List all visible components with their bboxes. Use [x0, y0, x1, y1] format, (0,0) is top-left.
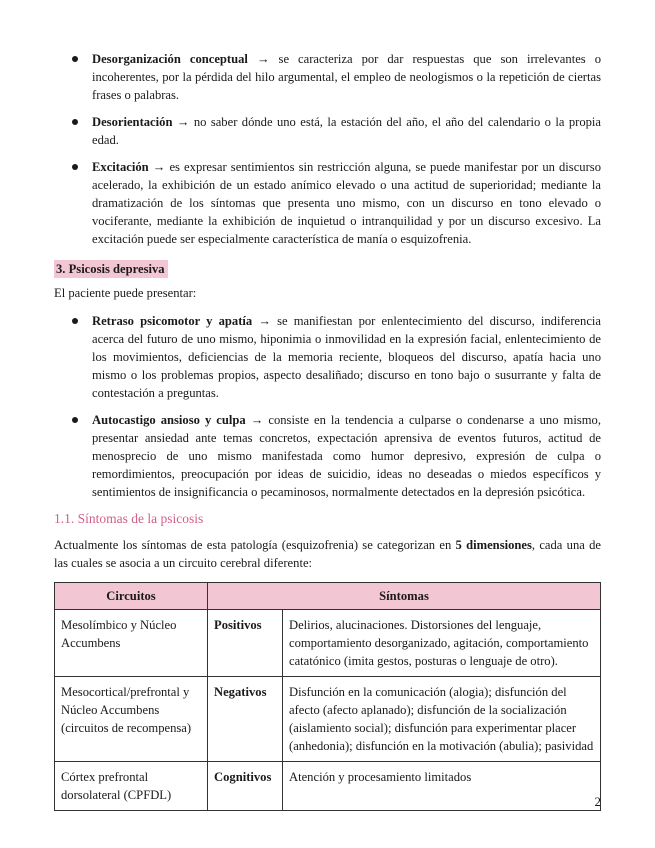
bullet-dot [72, 164, 78, 170]
bullet-text: → se caracteriza por dar respuestas que son irrelevantes o incoherentes, por la pérdida del hilo argumental, el empleo de neologismos o la repetición de ciertas frases o palabras. [92, 52, 601, 102]
subsection-intro [54, 536, 601, 572]
list-item [54, 312, 601, 402]
table-row [55, 762, 601, 811]
table-header-row [55, 583, 601, 610]
cell-circuit: Córtex prefrontal dorsolateral (CPFDL) [55, 762, 208, 811]
cell-circuit: Mesolímbico y Núcleo Accumbens [55, 610, 208, 677]
cell-dimension: Positivos [208, 610, 283, 677]
section-intro: El paciente puede presentar: [54, 286, 197, 300]
bullet-text: → es expresar sentimientos sin restricción alguna, se puede manifestar por un discurso acelerado, la exhibición de un estado anímico elevado o una actitud de superioridad; mediante la dramatización de los síntomas que presenta uno mismo, con un discurso en tono elevado o vociferante, mediante la exhibición de inquietud o intranquilidad y por un discurso excesivo. La excitación puede ser especialmente característica de manía o esquizofrenia. [92, 160, 601, 246]
bullet-term: Retraso psicomotor y apatía [92, 314, 253, 328]
cell-symptoms: Disfunción en la comunicación (alogia); disfunción del afecto (afecto aplanado); disfunción de la socialización (aislamiento social); disfunción para experimentar placer (anhedonia); disfunción en la motivación (abulia); pasividad [283, 677, 601, 762]
table-row [55, 610, 601, 677]
list-item [54, 411, 601, 501]
list-item [54, 50, 601, 104]
bullet-dot [72, 417, 78, 423]
header-sintomas: Síntomas [208, 583, 601, 610]
symptoms-table [54, 582, 601, 811]
section-heading-psicosis-depresiva: 3. Psicosis depresiva [54, 260, 168, 278]
bullet-dot [72, 318, 78, 324]
bullet-term: Autocastigo ansioso y culpa [92, 413, 246, 427]
list-item [54, 113, 601, 149]
intro-text-after: , cada una de las cuales se asocia a un circuito cerebral diferente: [54, 538, 601, 570]
cell-symptoms: Delirios, alucinaciones. Distorsiones del lenguaje, comportamiento desorganizado, agitación, comportamiento catatónico (imita gestos, posturas o lenguaje de otro). [283, 610, 601, 677]
intro-text-before: Actualmente los síntomas de esta patología (esquizofrenia) se categorizan en [54, 538, 456, 552]
cell-circuit: Mesocortical/prefrontal y Núcleo Accumbens (circuitos de recompensa) [55, 677, 208, 762]
bullet-list-depresiva [54, 312, 601, 501]
document-page [54, 50, 601, 811]
list-item [54, 158, 601, 248]
header-circuitos: Circuitos [55, 583, 208, 610]
cell-dimension: Cognitivos [208, 762, 283, 811]
cell-dimension: Negativos [208, 677, 283, 762]
bullet-dot [72, 119, 78, 125]
bullet-text: → consiste en la tendencia a culparse o condenarse a uno mismo, presentar ansiedad ante temas concretos, expectación aprensiva de eventos futuros, actitud de menosprecio de uno mismo manifestada como humor depresivo, expresión de culpa o remordimientos, preocupación por ideas de suicidio, ideas no deseadas o miedos específicos y sentimientos de insignificancia o pecaminosos, normalmente detectados en la depresión psicótica. [92, 413, 601, 499]
bullet-text: → no saber dónde uno está, la estación del año, el año del calendario o la propia edad. [92, 115, 601, 147]
bullet-term: Excitación [92, 160, 149, 174]
intro-bold: 5 dimensiones [455, 538, 532, 552]
bullet-list-top [54, 50, 601, 248]
bullet-term: Desorganización conceptual [92, 52, 248, 66]
bullet-dot [72, 56, 78, 62]
table-row [55, 677, 601, 762]
cell-symptoms: Atención y procesamiento limitados [283, 762, 601, 811]
subsection-heading: 1.1. Síntomas de la psicosis [54, 511, 204, 526]
bullet-text: → se manifiestan por enlentecimiento del discurso, indiferencia acerca del futuro de uno mismo, hiponimia o inmovilidad en la expresión facial, enlentecimiento de los movimientos, deficiencias de la memoria reciente, bloqueos del discurso, apatía hacia uno mismo o los problemas propios, aspecto desaliñado; discurso en tono bajo o susurrante y falta de contestación a preguntas. [92, 314, 601, 400]
bullet-term: Desorientación [92, 115, 173, 129]
page-number: 2 [594, 794, 601, 809]
